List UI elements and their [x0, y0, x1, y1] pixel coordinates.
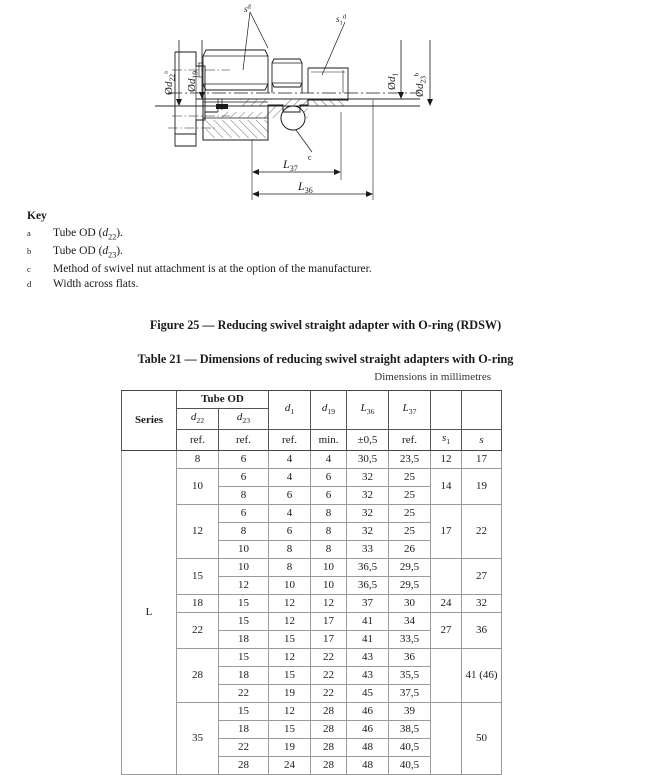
- cell-s1: 12: [431, 451, 462, 469]
- key-text-b-pre: Tube OD (: [53, 244, 103, 257]
- cell-d1: 15: [269, 721, 311, 739]
- cell-s1: [431, 649, 462, 703]
- cell-l36: 46: [347, 703, 389, 721]
- cell-d22: 35: [177, 703, 219, 775]
- cell-d19: 22: [311, 649, 347, 667]
- dimensions-table-wrapper: [121, 390, 498, 775]
- cell-d19: 8: [311, 505, 347, 523]
- cell-s: 50: [462, 703, 502, 775]
- cell-d19: 28: [311, 721, 347, 739]
- cell-d19: 28: [311, 757, 347, 775]
- cell-d19: 22: [311, 685, 347, 703]
- cell-l36: 30,5: [347, 451, 389, 469]
- cell-d1: 12: [269, 595, 311, 613]
- cell-d1: 12: [269, 649, 311, 667]
- cell-d23: 15: [219, 595, 269, 613]
- cell-l37: 23,5: [389, 451, 431, 469]
- leader-s-body: [243, 12, 250, 70]
- cell-d1: 4: [269, 469, 311, 487]
- cell-d19: 17: [311, 631, 347, 649]
- figure-drawing: [0, 0, 651, 205]
- cell-d23: 15: [219, 703, 269, 721]
- cell-s1: [431, 559, 462, 595]
- cell-l36: 41: [347, 613, 389, 631]
- cell-s1: [431, 703, 462, 775]
- label-d23: $Ød_{23}^b$: [413, 72, 428, 97]
- cell-s: 19: [462, 469, 502, 505]
- cell-d1: 15: [269, 667, 311, 685]
- cell-d1: 19: [269, 739, 311, 757]
- cell-d23: 8: [219, 487, 269, 505]
- column-header-d23: $d_{23}$: [219, 409, 269, 430]
- cell-l37: 35,5: [389, 667, 431, 685]
- cell-d19: 28: [311, 703, 347, 721]
- cell-d23: 6: [219, 451, 269, 469]
- column-qualifier-l37: ref.: [389, 430, 431, 451]
- cell-l36: 33: [347, 541, 389, 559]
- leader-s1: [322, 22, 345, 75]
- cell-l36: 43: [347, 667, 389, 685]
- series-cell: L: [122, 451, 177, 775]
- cell-l36: 48: [347, 739, 389, 757]
- oring-seal: [216, 104, 228, 109]
- column-qualifier-l36: ±0,5: [347, 430, 389, 451]
- key-item-b: [27, 245, 587, 259]
- cell-d1: 12: [269, 703, 311, 721]
- key-mark-a: a: [27, 228, 31, 238]
- table-row: [122, 613, 502, 631]
- cell-d19: 17: [311, 613, 347, 631]
- cell-l37: 25: [389, 505, 431, 523]
- cell-l36: 43: [347, 649, 389, 667]
- cell-l37: 37,5: [389, 685, 431, 703]
- cell-d22: 8: [177, 451, 219, 469]
- cell-d23: 22: [219, 739, 269, 757]
- key-text-b-post: ).: [116, 244, 123, 257]
- cell-d1: 12: [269, 613, 311, 631]
- cell-l37: 40,5: [389, 739, 431, 757]
- table-head-row-1: [122, 391, 502, 409]
- label-s1: $s_1^d$: [336, 13, 347, 27]
- cell-l37: 25: [389, 469, 431, 487]
- label-L37: $L_{37}$: [283, 157, 298, 173]
- cell-d22: 15: [177, 559, 219, 595]
- cell-l37: 30: [389, 595, 431, 613]
- key-text-b: [53, 245, 587, 259]
- cell-d1: 15: [269, 631, 311, 649]
- cell-l36: 32: [347, 469, 389, 487]
- key-text-d: Width across flats.: [53, 278, 139, 291]
- table-row: [122, 559, 502, 577]
- key-heading: Key: [27, 210, 47, 222]
- cell-l37: 36: [389, 649, 431, 667]
- table-caption: Table 21 — Dimensions of reducing swivel straight adapters with O-ring: [137, 352, 514, 366]
- table-head-row-3: [122, 430, 502, 451]
- cell-d1: 24: [269, 757, 311, 775]
- cell-l36: 32: [347, 505, 389, 523]
- key-mark-b: b: [27, 245, 32, 256]
- column-header-s1: $s_1$: [431, 430, 462, 451]
- cell-d23: 15: [219, 613, 269, 631]
- figure-caption: Figure 25 — Reducing swivel straight adapter with O-ring (RDSW): [149, 318, 502, 332]
- table-row: [122, 469, 502, 487]
- label-L36: $L_{36}$: [298, 179, 313, 195]
- cell-d1: 6: [269, 523, 311, 541]
- cell-s: 36: [462, 613, 502, 649]
- column-header-s-blank: [462, 391, 502, 430]
- table-row: [122, 595, 502, 613]
- cell-d23: 6: [219, 505, 269, 523]
- cell-l37: 38,5: [389, 721, 431, 739]
- cell-s1: 17: [431, 505, 462, 559]
- table-body: [122, 451, 502, 775]
- key-symbol-b: d: [102, 244, 109, 257]
- cell-l37: 26: [389, 541, 431, 559]
- key-item-a: [27, 227, 587, 241]
- adapter-cross-section-svg: [0, 0, 651, 205]
- cell-l37: 39: [389, 703, 431, 721]
- column-qualifier-d22: ref.: [177, 430, 219, 451]
- cell-l37: 33,5: [389, 631, 431, 649]
- table-head: [122, 391, 502, 451]
- table-row: [122, 649, 502, 667]
- cell-s1: 24: [431, 595, 462, 613]
- cell-s1: 27: [431, 613, 462, 649]
- cell-d22: 12: [177, 505, 219, 559]
- cell-d23: 18: [219, 631, 269, 649]
- key-mark-d: d: [27, 279, 32, 290]
- stub-lower-flange: [175, 134, 196, 146]
- column-header-d19: $d_{19}$: [311, 391, 347, 430]
- table-row: [122, 451, 502, 469]
- label-s: $s^d$: [244, 3, 251, 14]
- column-header-series: Series: [122, 391, 177, 451]
- cell-d23: 18: [219, 721, 269, 739]
- leader-c: [296, 130, 312, 152]
- cell-l37: 25: [389, 487, 431, 505]
- cell-d22: 10: [177, 469, 219, 505]
- key-text-a-pre: Tube OD (: [53, 227, 103, 239]
- dimensions-note: Dimensions in millimetres: [374, 371, 491, 383]
- cell-d23: 15: [219, 649, 269, 667]
- key-text-a: [53, 227, 587, 241]
- cell-l36: 48: [347, 757, 389, 775]
- cell-d19: 8: [311, 523, 347, 541]
- cell-d1: 8: [269, 541, 311, 559]
- cell-d19: 6: [311, 487, 347, 505]
- cell-l36: 45: [347, 685, 389, 703]
- cell-d23: 10: [219, 541, 269, 559]
- column-header-l36: $L_{36}$: [347, 391, 389, 430]
- cell-d1: 4: [269, 505, 311, 523]
- column-header-d1: $d_1$: [269, 391, 311, 430]
- key-text-c: Method of swivel nut attachment is at the option of the manufacturer.: [53, 262, 372, 275]
- key-mark-c: c: [27, 263, 31, 274]
- column-qualifier-d23: ref.: [219, 430, 269, 451]
- cell-l36: 32: [347, 523, 389, 541]
- cell-d19: 6: [311, 469, 347, 487]
- cell-l37: 34: [389, 613, 431, 631]
- label-d19: $Ød_{19}$: [186, 71, 200, 92]
- column-header-l37: $L_{37}$: [389, 391, 431, 430]
- cell-s1: 14: [431, 469, 462, 505]
- column-qualifier-d19: min.: [311, 430, 347, 451]
- cell-d1: 4: [269, 451, 311, 469]
- cell-d22: 28: [177, 649, 219, 703]
- cell-d23: 12: [219, 577, 269, 595]
- cell-l37: 40,5: [389, 757, 431, 775]
- cell-d22: 22: [177, 613, 219, 649]
- key-item-d: [27, 278, 587, 290]
- cell-s: 17: [462, 451, 502, 469]
- cell-s: 27: [462, 559, 502, 595]
- cell-l36: 37: [347, 595, 389, 613]
- cell-d19: 4: [311, 451, 347, 469]
- cell-d23: 6: [219, 469, 269, 487]
- cell-d23: 10: [219, 559, 269, 577]
- cell-d19: 10: [311, 559, 347, 577]
- key-sub-b: 23: [108, 250, 117, 260]
- dimensions-table: [121, 390, 502, 775]
- cell-d22: 18: [177, 595, 219, 613]
- key-item-c: [27, 263, 587, 275]
- key-sub-a: 22: [108, 232, 117, 242]
- cell-d19: 28: [311, 739, 347, 757]
- cell-d23: 22: [219, 685, 269, 703]
- cell-d23: 18: [219, 667, 269, 685]
- table-row: [122, 703, 502, 721]
- cell-d19: 8: [311, 541, 347, 559]
- cell-s: 22: [462, 505, 502, 559]
- column-header-s1-blank: [431, 391, 462, 430]
- cell-l37: 29,5: [389, 577, 431, 595]
- cell-d23: 28: [219, 757, 269, 775]
- label-d1: $Ød_1$: [386, 72, 400, 90]
- cell-l36: 41: [347, 631, 389, 649]
- cell-s: 41 (46): [462, 649, 502, 703]
- key-block: [27, 210, 587, 294]
- column-header-d22: $d_{22}$: [177, 409, 219, 430]
- column-header-tube-od: Tube OD: [177, 391, 269, 409]
- cell-d1: 19: [269, 685, 311, 703]
- column-header-s: s: [462, 430, 502, 451]
- cell-d1: 10: [269, 577, 311, 595]
- key-text-a-post: ).: [116, 227, 123, 239]
- cell-d1: 8: [269, 559, 311, 577]
- oring-ball-face: [281, 106, 305, 130]
- leader-s: [250, 12, 268, 48]
- label-d22: $Ød_{22}^a$: [162, 71, 177, 95]
- cell-l36: 36,5: [347, 577, 389, 595]
- cell-l36: 36,5: [347, 559, 389, 577]
- cell-l36: 32: [347, 487, 389, 505]
- key-symbol-a: d: [102, 227, 109, 239]
- cell-d19: 10: [311, 577, 347, 595]
- cell-l36: 46: [347, 721, 389, 739]
- cell-d19: 12: [311, 595, 347, 613]
- label-c: c: [308, 153, 312, 162]
- cell-d1: 6: [269, 487, 311, 505]
- cell-s: 32: [462, 595, 502, 613]
- cell-l37: 29,5: [389, 559, 431, 577]
- column-qualifier-d1: ref.: [269, 430, 311, 451]
- cell-l37: 25: [389, 523, 431, 541]
- cell-d23: 8: [219, 523, 269, 541]
- table-row: [122, 505, 502, 523]
- cell-d19: 22: [311, 667, 347, 685]
